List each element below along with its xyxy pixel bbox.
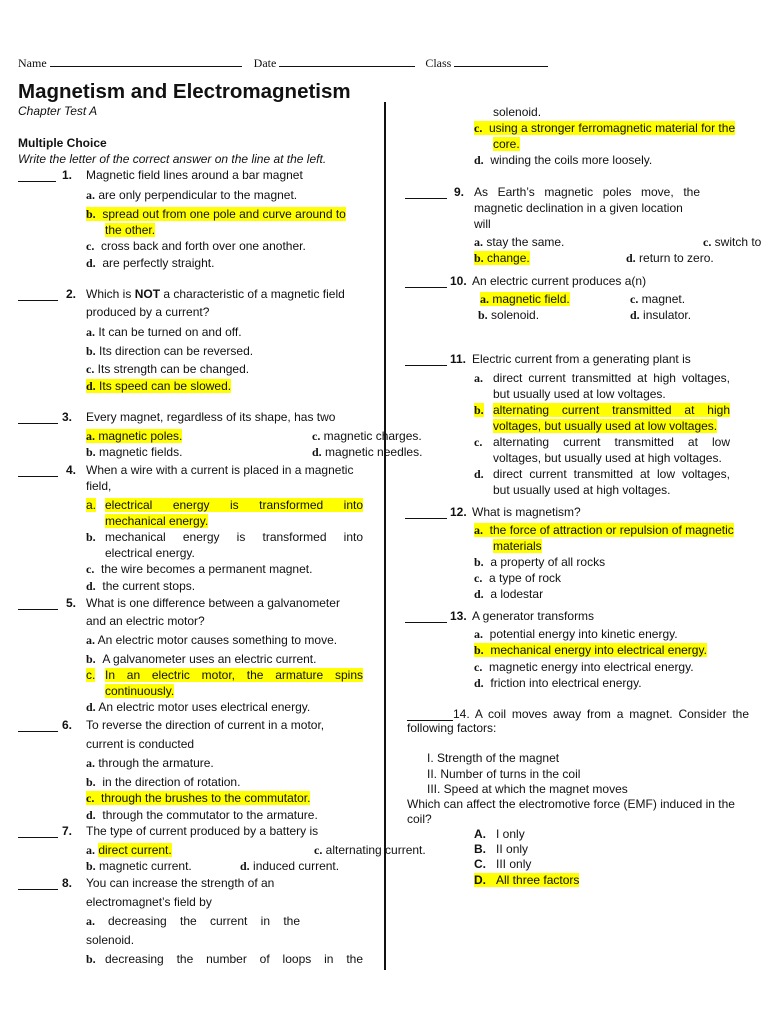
class-field[interactable] <box>454 55 548 67</box>
choice-d: d. induced current. <box>240 859 340 873</box>
choice-c-cont: core. <box>493 137 520 151</box>
choice-A: A. I only <box>474 827 525 841</box>
choice-a-cont: solenoid. <box>86 933 135 947</box>
question-number: 4. <box>66 463 77 477</box>
choice-c: c. a type of rock <box>474 571 562 585</box>
question-stem-cont: magnetic declination in a given location <box>474 201 683 215</box>
question-stem: When a wire with a current is placed in a magnetic <box>86 463 354 477</box>
choice-b-letter: b. <box>86 530 96 544</box>
choice-d: d. the current stops. <box>86 579 196 593</box>
question-stem: To reverse the direction of current in a motor, <box>86 718 325 732</box>
answer-blank-9[interactable] <box>405 187 447 199</box>
choice-a: electrical energy is transformed into <box>105 498 363 512</box>
question-number: 10. <box>450 274 467 288</box>
question-number: 2. <box>66 287 77 301</box>
question-stem: You can increase the strength of an <box>86 876 275 890</box>
choice-b: b. mechanical energy into electrical energy. <box>474 643 707 657</box>
choice-a: a. direct current. <box>86 843 172 857</box>
choice-c: alternating current transmitted at low <box>493 435 730 449</box>
choice-a: a. are only perpendicular to the magnet. <box>86 188 298 202</box>
choice-b-letter: b. <box>474 403 484 417</box>
factor-3: III. Speed at which the magnet moves <box>427 782 628 796</box>
choice-b-cont: the other. <box>105 223 156 237</box>
choice-b: b. magnetic current. <box>86 859 192 873</box>
question-number: 8. <box>62 876 73 890</box>
question-stem: What is magnetism? <box>472 505 581 519</box>
question-stem: Electric current from a generating plant is <box>472 352 691 366</box>
choice-b: b. solenoid. <box>478 308 540 322</box>
choice-b-cont: electrical energy. <box>105 546 195 560</box>
question-stem: 14. A coil moves away from a magnet. Consider the <box>453 707 749 721</box>
answer-blank-14[interactable] <box>407 709 453 721</box>
answer-blank-5[interactable] <box>18 598 58 610</box>
choice-c: c. switch to <box>703 235 762 249</box>
question-number: 7. <box>62 824 73 838</box>
question-stem: The type of current produced by a battery is <box>86 824 319 838</box>
choice-a-cont: mechanical energy. <box>105 514 209 528</box>
answer-blank-3[interactable] <box>18 412 58 424</box>
question-number: 13. <box>450 609 467 623</box>
question-stem-cont: produced by a current? <box>86 305 210 319</box>
choice-c: c. magnetic energy into electrical energy. <box>474 660 694 674</box>
question-stem-cont: field, <box>86 479 112 493</box>
choice-c: c. Its strength can be changed. <box>86 362 250 376</box>
factor-2: II. Number of turns in the coil <box>427 767 581 781</box>
answer-blank-4[interactable] <box>18 465 58 477</box>
choice-d: d. through the commutator to the armature. <box>86 808 318 822</box>
choice-a: a. through the armature. <box>86 756 214 770</box>
section-instructions: Write the letter of the correct answer on the line at the left. <box>18 152 327 166</box>
question-stem: As Earth’s magnetic poles move, the <box>474 185 700 199</box>
answer-blank-11[interactable] <box>405 354 447 366</box>
choice-b: b. change. <box>474 251 530 265</box>
choice-a-letter: a. <box>86 914 95 928</box>
question-stem: An electric current produces a(n) <box>472 274 647 288</box>
choice-c-cont: voltages, but usually used at high voltages. <box>493 451 722 465</box>
choice-d: d. a lodestar <box>474 587 544 601</box>
answer-blank-8[interactable] <box>18 878 58 890</box>
choice-d: d. magnetic needles. <box>312 445 423 459</box>
choice-c-cont: continuously. <box>105 684 175 698</box>
question-stem: Every magnet, regardless of its shape, has two <box>86 410 336 424</box>
choice-B: B. II only <box>474 842 529 856</box>
question-number: 9. <box>454 185 465 199</box>
choice-b: b. in the direction of rotation. <box>86 775 241 789</box>
choice-d-cont: but usually used at high voltages. <box>493 483 671 497</box>
choice-b: alternating current transmitted at high <box>493 403 730 417</box>
choice-b: b. magnetic fields. <box>86 445 183 459</box>
choice-d-letter: d. <box>474 467 484 481</box>
choice-a: a. magnetic field. <box>480 292 570 306</box>
question-number: 12. <box>450 505 467 519</box>
choice-a: a. potential energy into kinetic energy. <box>474 627 678 641</box>
question-stem: A generator transforms <box>472 609 595 623</box>
choice-d: d. are perfectly straight. <box>86 256 215 270</box>
choice-a: decreasing the current in the <box>108 914 300 928</box>
choice-b: b. spread out from one pole and curve around to <box>86 207 346 221</box>
choice-a-letter: a. <box>474 371 483 385</box>
choice-b-cont: voltages, but usually used at low voltages. <box>493 419 718 433</box>
answer-blank-13[interactable] <box>405 611 447 623</box>
question-ask: Which can affect the electromotive force (EMF) induced in the <box>407 797 735 811</box>
question-stem-cont: electromagnet’s field by <box>86 895 212 909</box>
choice-c: c. magnetic charges. <box>312 429 422 443</box>
question-ask-cont: coil? <box>407 812 432 826</box>
question-stem: What is one difference between a galvanometer <box>86 596 340 610</box>
choice-c: In an electric motor, the armature spins <box>105 668 363 682</box>
choice-b-cont: solenoid. <box>493 105 542 119</box>
section-heading: Multiple Choice <box>18 136 107 150</box>
choice-b: decreasing the number of loops in the <box>105 952 363 966</box>
choice-a: a. It can be turned on and off. <box>86 325 242 339</box>
choice-c: c. cross back and forth over one another. <box>86 239 306 253</box>
question-number: 5. <box>66 596 77 610</box>
page-title: Magnetism and Electromagnetism <box>18 80 351 103</box>
choice-C: C. III only <box>474 857 532 871</box>
choice-a-cont: but usually used at low voltages. <box>493 387 666 401</box>
answer-blank-2[interactable] <box>18 289 58 301</box>
class-label: Class <box>425 56 452 70</box>
choice-a-letter: a. <box>86 498 97 512</box>
choice-d: d. return to zero. <box>626 251 714 265</box>
question-stem-cont: current is conducted <box>86 737 195 751</box>
choice-c: c. using a stronger ferromagnetic material for the <box>474 121 736 135</box>
choice-c: c. through the brushes to the commutator. <box>86 791 311 805</box>
choice-b-letter: b. <box>86 952 96 966</box>
header-row <box>18 55 548 71</box>
question-number: 6. <box>62 718 73 732</box>
choice-d: d. Its speed can be slowed. <box>86 379 232 393</box>
question-stem: Magnetic field lines around a bar magnet <box>86 168 303 182</box>
answer-blank-7[interactable] <box>18 826 58 838</box>
factor-1: I. Strength of the magnet <box>427 751 560 765</box>
question-number: 11. <box>450 352 467 366</box>
question-stem-cont2: will <box>474 217 491 231</box>
answer-blank-1[interactable] <box>18 170 56 182</box>
choice-c: c. alternating current. <box>314 843 426 857</box>
choice-c-letter: c. <box>474 435 483 449</box>
date-field[interactable] <box>279 55 415 67</box>
choice-d: d. friction into electrical energy. <box>474 676 642 690</box>
date-label: Date <box>253 56 277 70</box>
choice-a: a. the force of attraction or repulsion of magnetic <box>474 523 734 537</box>
choice-a: direct current transmitted at high voltages, <box>493 371 730 385</box>
question-number: 3. <box>62 410 73 424</box>
answer-blank-10[interactable] <box>405 276 447 288</box>
column-divider <box>384 102 386 970</box>
choice-d: d. insulator. <box>630 308 692 322</box>
name-label: Name <box>18 56 47 70</box>
choice-a: a. stay the same. <box>474 235 565 249</box>
choice-D: D. All three factors <box>474 873 580 887</box>
chapter-subtitle: Chapter Test A <box>18 104 98 118</box>
choice-b: mechanical energy is transformed into <box>105 530 363 544</box>
name-field[interactable] <box>50 55 242 67</box>
answer-blank-6[interactable] <box>18 720 58 732</box>
question-stem-cont: and an electric motor? <box>86 614 205 628</box>
choice-d: d. An electric motor uses electrical energy. <box>86 700 311 714</box>
choice-a: a. An electric motor causes something to move. <box>86 633 338 647</box>
choice-c: c. the wire becomes a permanent magnet. <box>86 562 313 576</box>
answer-blank-12[interactable] <box>405 507 447 519</box>
choice-a: a. magnetic poles. <box>86 429 183 443</box>
choice-c-letter: c. <box>86 668 96 682</box>
choice-d: d. winding the coils more loosely. <box>474 153 653 167</box>
choice-b: b. A galvanometer uses an electric current. <box>86 652 317 666</box>
choice-b: b. Its direction can be reversed. <box>86 344 254 358</box>
question-stem-cont: following factors: <box>407 721 497 735</box>
choice-a-cont: materials <box>493 539 542 553</box>
question-number: 1. <box>62 168 73 182</box>
choice-d: direct current transmitted at low voltages, <box>493 467 730 481</box>
choice-b: b. a property of all rocks <box>474 555 606 569</box>
question-stem: Which is NOT a characteristic of a magnetic field <box>86 287 345 301</box>
choice-c: c. magnet. <box>630 292 686 306</box>
